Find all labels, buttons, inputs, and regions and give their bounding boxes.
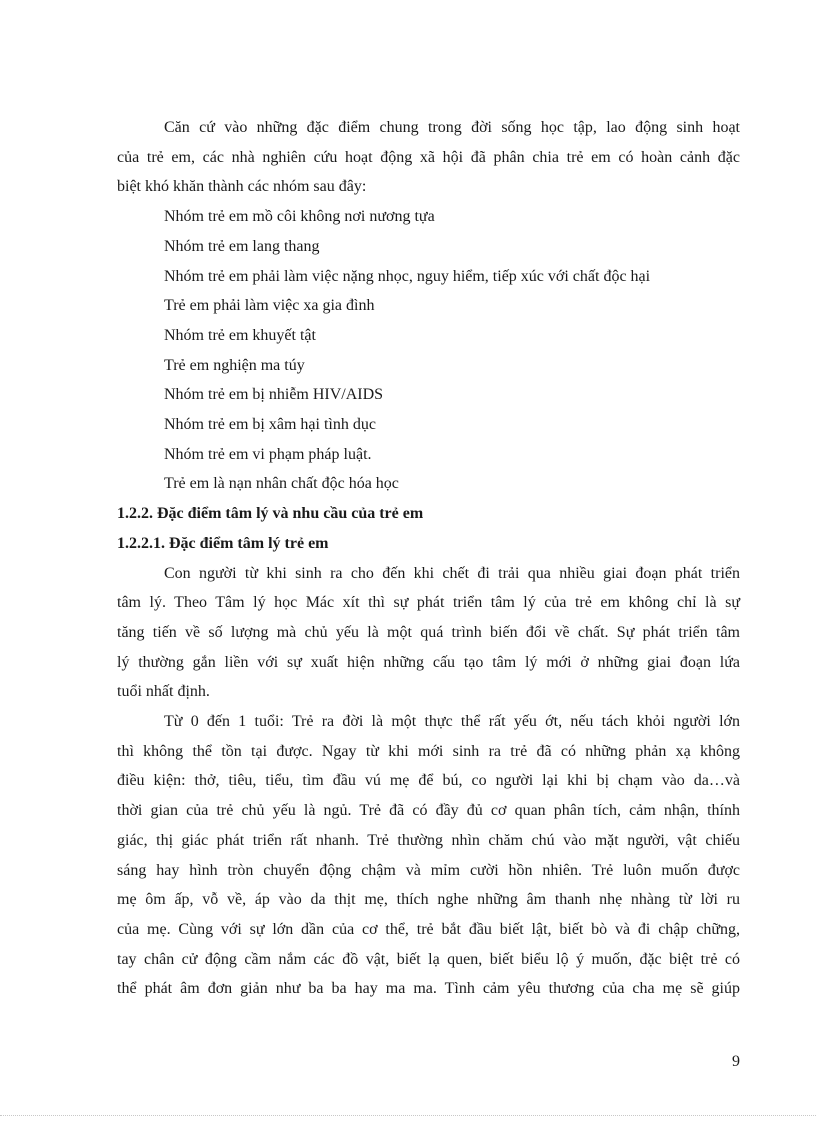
intro-line: của trẻ em, các nhà nghiên cứu hoạt động xã hội đã phân chia trẻ em có hoàn cảnh đặc	[117, 148, 740, 166]
page-body	[117, 113, 740, 1004]
age-0-1-line: điều kiện: thở, tiêu, tiểu, tìm đầu vú mẹ để bú, co người lại khi bị chạm vào da…và	[117, 772, 740, 790]
age-0-1-line: Từ 0 đến 1 tuổi: Trẻ ra đời là một thực thể rất yếu ớt, nếu tách khỏi người lớn	[164, 713, 740, 731]
group-item: Nhóm trẻ em mồ côi không nơi nương tựa	[164, 208, 435, 226]
intro-line: biệt khó khăn thành các nhóm sau đây:	[117, 178, 367, 196]
age-0-1-line: mẹ ôm ấp, vỗ về, áp vào da thịt mẹ, thích nghe những âm thanh nhẹ nhàng từ lời ru	[117, 891, 740, 909]
development-line: tuổi nhất định.	[117, 683, 210, 701]
page-number: 9	[732, 1053, 740, 1070]
development-line: tâm lý. Theo Tâm lý học Mác xít thì sự phát triển tâm lý của trẻ em không chỉ là sự	[117, 594, 740, 612]
group-item: Nhóm trẻ em bị nhiễm HIV/AIDS	[164, 386, 384, 404]
development-line: Con người từ khi sinh ra cho đến khi chết đi trải qua nhiều giai đoạn phát triển	[164, 564, 740, 582]
group-item: Nhóm trẻ em vi phạm pháp luật.	[164, 445, 372, 463]
intro-line: Căn cứ vào những đặc điểm chung trong đời sống học tập, lao động sinh hoạt	[164, 119, 740, 136]
age-0-1-line: thể phát âm đơn giản như ba ba hay ma ma. Tình cảm yêu thương của cha mẹ sẽ giúp	[117, 980, 740, 998]
group-item: Nhóm trẻ em bị xâm hại tình dục	[164, 416, 376, 434]
section-heading: 1.2.2. Đặc điểm tâm lý và nhu cầu của trẻ em	[117, 505, 424, 523]
subsection-heading: 1.2.2.1. Đặc điểm tâm lý trẻ em	[117, 534, 329, 552]
group-item: Trẻ em nghiện ma túy	[164, 356, 305, 374]
development-line: tăng tiến về số lượng mà chủ yếu là một quá trình biến đổi về chất. Sự phát triển tâm	[117, 623, 740, 641]
development-line: lý thường gắn liền với sự xuất hiện những cấu tạo tâm lý mới ở những giai đoạn lứa	[117, 653, 740, 671]
group-item: Trẻ em phải làm việc xa gia đình	[164, 297, 375, 315]
group-item: Nhóm trẻ em khuyết tật	[164, 326, 316, 344]
age-0-1-line: thì không thể tồn tại được. Ngay từ khi mới sinh ra trẻ đã có những phản xạ không	[117, 742, 740, 760]
group-item: Nhóm trẻ em lang thang	[164, 237, 320, 255]
age-0-1-line: của mẹ. Cùng với sự lớn dần của cơ thể, trẻ bắt đầu biết lật, biết bò và đi chập chững,	[117, 920, 740, 938]
age-0-1-line: sáng hay hình tròn chuyển động chậm và mỉm cười hồn nhiên. Trẻ luôn muốn được	[117, 861, 740, 879]
group-item: Trẻ em là nạn nhân chất độc hóa học	[164, 475, 399, 493]
group-item: Nhóm trẻ em phải làm việc nặng nhọc, nguy hiểm, tiếp xúc với chất độc hại	[164, 267, 651, 285]
page-bottom-divider	[0, 1115, 816, 1116]
age-0-1-line: giác, thị giác phát triển rất nhanh. Trẻ thường nhìn chăm chú vào mặt người, vật chiếu	[117, 831, 740, 849]
age-0-1-line: tay chân cử động cầm nắm các đồ vật, biết lạ quen, biết biểu lộ ý muốn, đặc biệt trẻ có	[117, 950, 740, 968]
age-0-1-line: thời gian của trẻ chủ yếu là ngủ. Trẻ đã có đầy đủ cơ quan phân tích, cảm nhận, thính	[117, 802, 740, 820]
